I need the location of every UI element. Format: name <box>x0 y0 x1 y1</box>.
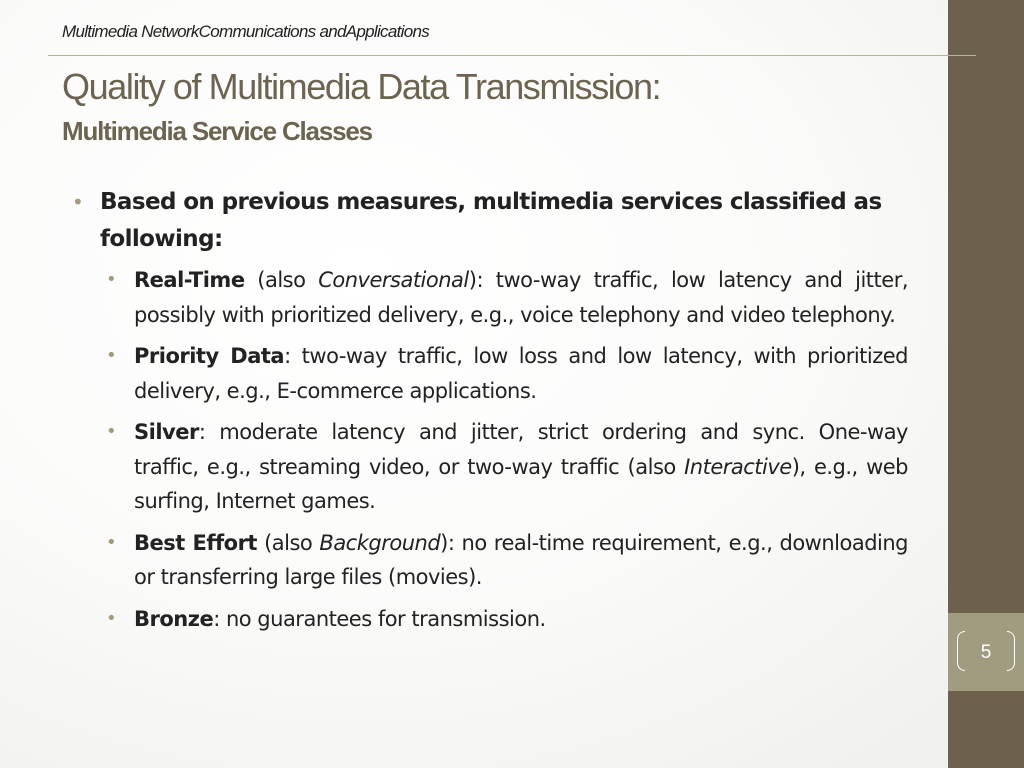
term-real-time: Real-Time <box>134 268 245 292</box>
desc-bronze: : no guarantees for transmission. <box>213 606 546 631</box>
header-divider <box>48 55 976 56</box>
italic-interactive: Interactive <box>684 454 792 479</box>
term-priority-data: Priority Data <box>134 344 285 368</box>
bullet-dot-icon: • <box>106 531 117 553</box>
bullet-dot-icon: • <box>106 345 117 366</box>
term-silver: Silver <box>134 420 199 444</box>
desc-best-effort: ): no real-time requirement, e.g., downloading or transferring large files (movies). <box>134 530 909 589</box>
bullet-dot-icon: • <box>106 607 117 629</box>
bullet-dot-icon: • <box>72 190 84 214</box>
list-item-best-effort <box>106 526 908 595</box>
desc-silver: : moderate latency and jitter, strict ordering and sync. One-way traffic, e.g., streaming video, or two-way traffic (also <box>134 420 908 479</box>
course-header: Multimedia NetworkCommunications andApplications <box>62 22 430 41</box>
main-bullet <box>70 184 908 258</box>
list-item-priority-data <box>106 339 908 408</box>
list-item-bronze <box>106 602 908 637</box>
italic-background: Background <box>319 530 441 555</box>
italic-conversational: Conversational <box>318 268 469 292</box>
slide-title: Quality of Multimedia Data Transmission: <box>62 66 661 107</box>
desc-priority-data: : two-way traffic, low loss and low latency, with prioritized delivery, e.g., E-commerce applications. <box>134 344 909 403</box>
main-bullet-text: Based on previous measures, multimedia services classified as following: <box>100 189 882 252</box>
slide-subtitle: Multimedia Service Classes <box>62 116 372 146</box>
desc-real-time: ): two-way traffic, low latency and jitter, possibly with prioritized delivery, e.g., voice telephony and video telephony. <box>134 268 908 327</box>
right-bracket-icon <box>1007 631 1015 671</box>
desc-silver-after: ), e.g., web surfing, Internet games. <box>134 454 909 513</box>
text-real-time-pre: (also <box>244 268 319 292</box>
service-class-list <box>70 263 908 636</box>
text-best-effort-pre: (also <box>256 530 320 555</box>
page-number: 5 <box>980 642 992 663</box>
page-number-box <box>948 613 1024 691</box>
slide-content <box>70 184 908 643</box>
bullet-dot-icon: • <box>106 421 117 442</box>
term-best-effort: Best Effort <box>134 530 257 555</box>
list-item-silver <box>106 415 908 519</box>
list-item-real-time <box>106 263 908 332</box>
bullet-dot-icon: • <box>106 269 117 290</box>
term-bronze: Bronze <box>134 606 214 631</box>
